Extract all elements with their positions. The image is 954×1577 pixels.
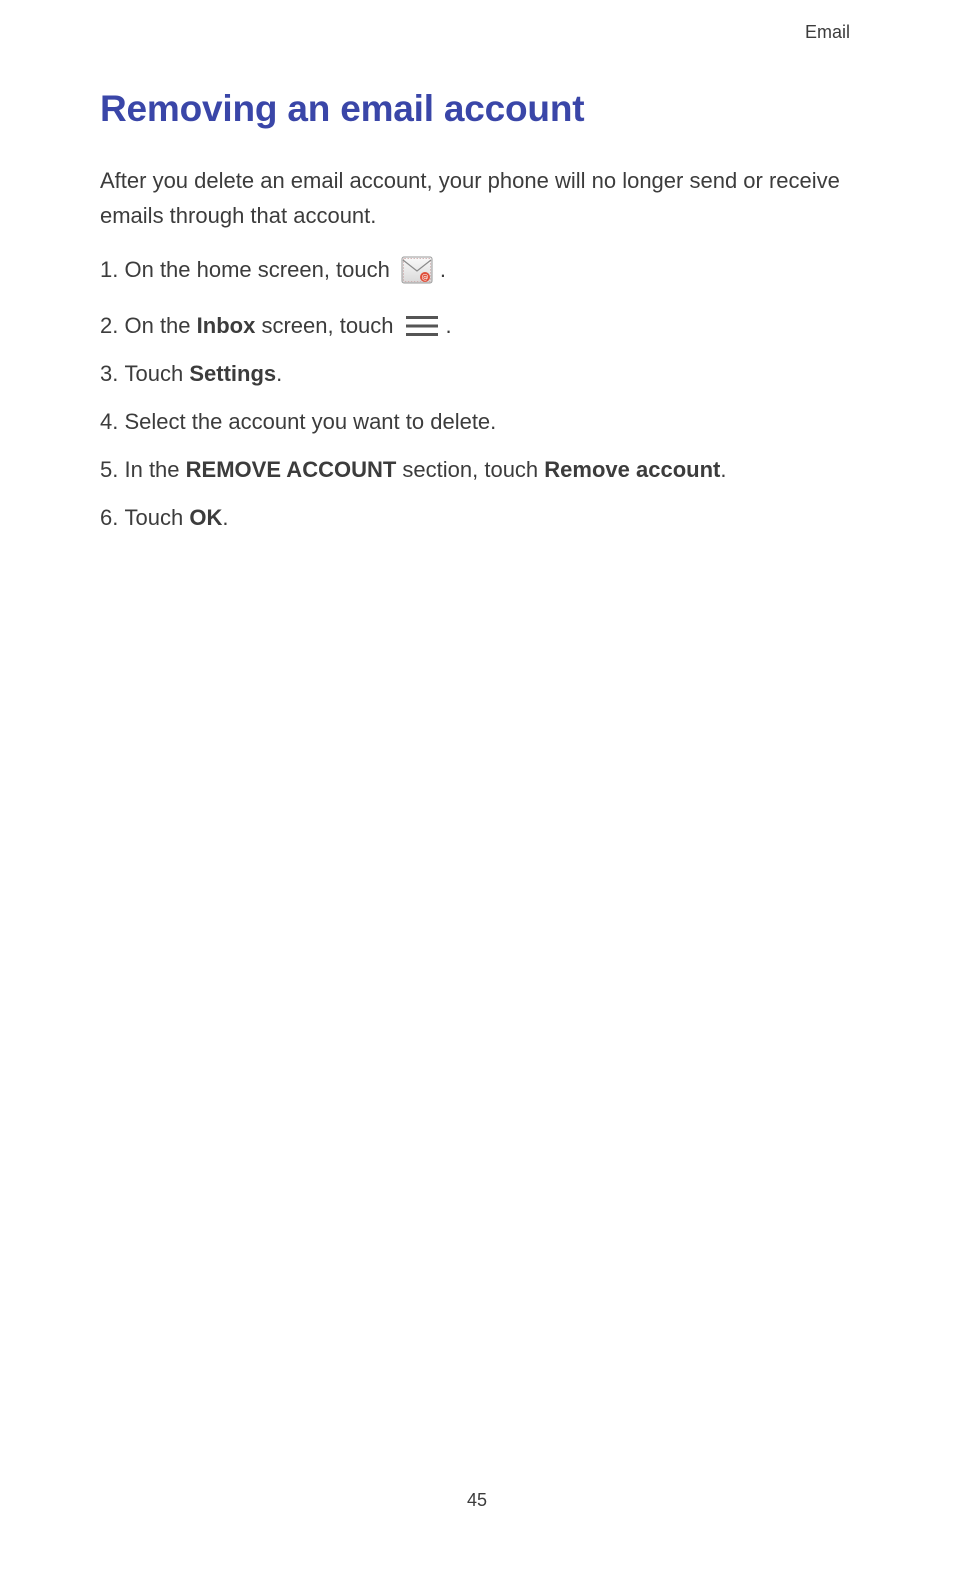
page-number: 45 <box>466 1490 488 1510</box>
step-number: 5. <box>100 457 119 482</box>
ui-term-settings: Settings <box>189 361 277 386</box>
step-3 <box>100 354 282 394</box>
ui-term-remove-account-section: REMOVE ACCOUNT <box>185 457 397 482</box>
ui-term-ok: OK <box>189 505 223 530</box>
svg-text:@: @ <box>421 273 429 282</box>
email-app-icon <box>400 253 434 287</box>
page-title: Removing an email account <box>100 88 585 129</box>
menu-icon <box>404 312 440 340</box>
step-1 <box>100 250 446 290</box>
step-5 <box>100 450 726 490</box>
step-punct: . <box>439 257 446 282</box>
step-4 <box>100 402 496 442</box>
step-text: On the <box>124 313 191 338</box>
step-text: Select the account you want to delete. <box>124 409 497 434</box>
step-text: Touch <box>124 361 184 386</box>
step-punct: . <box>445 313 452 338</box>
step-punct: . <box>276 361 283 386</box>
step-number: 4. <box>100 409 119 434</box>
ui-term-remove-account: Remove account <box>544 457 721 482</box>
ui-term-inbox: Inbox <box>196 313 256 338</box>
step-number: 3. <box>100 361 119 386</box>
step-6 <box>100 498 228 538</box>
step-text: screen, touch <box>261 313 394 338</box>
page-header-section: Email <box>804 22 850 42</box>
step-text: On the home screen, touch <box>124 257 390 282</box>
step-text: section, touch <box>402 457 539 482</box>
step-number: 2. <box>100 313 119 338</box>
step-punct: . <box>720 457 727 482</box>
step-2 <box>100 306 452 346</box>
step-text: In the <box>124 457 180 482</box>
step-number: 6. <box>100 505 119 530</box>
step-punct: . <box>222 505 229 530</box>
step-text: Touch <box>124 505 184 530</box>
intro-paragraph: After you delete an email account, your phone will no longer send or receive emails through that account. <box>100 168 840 228</box>
step-number: 1. <box>100 257 119 282</box>
